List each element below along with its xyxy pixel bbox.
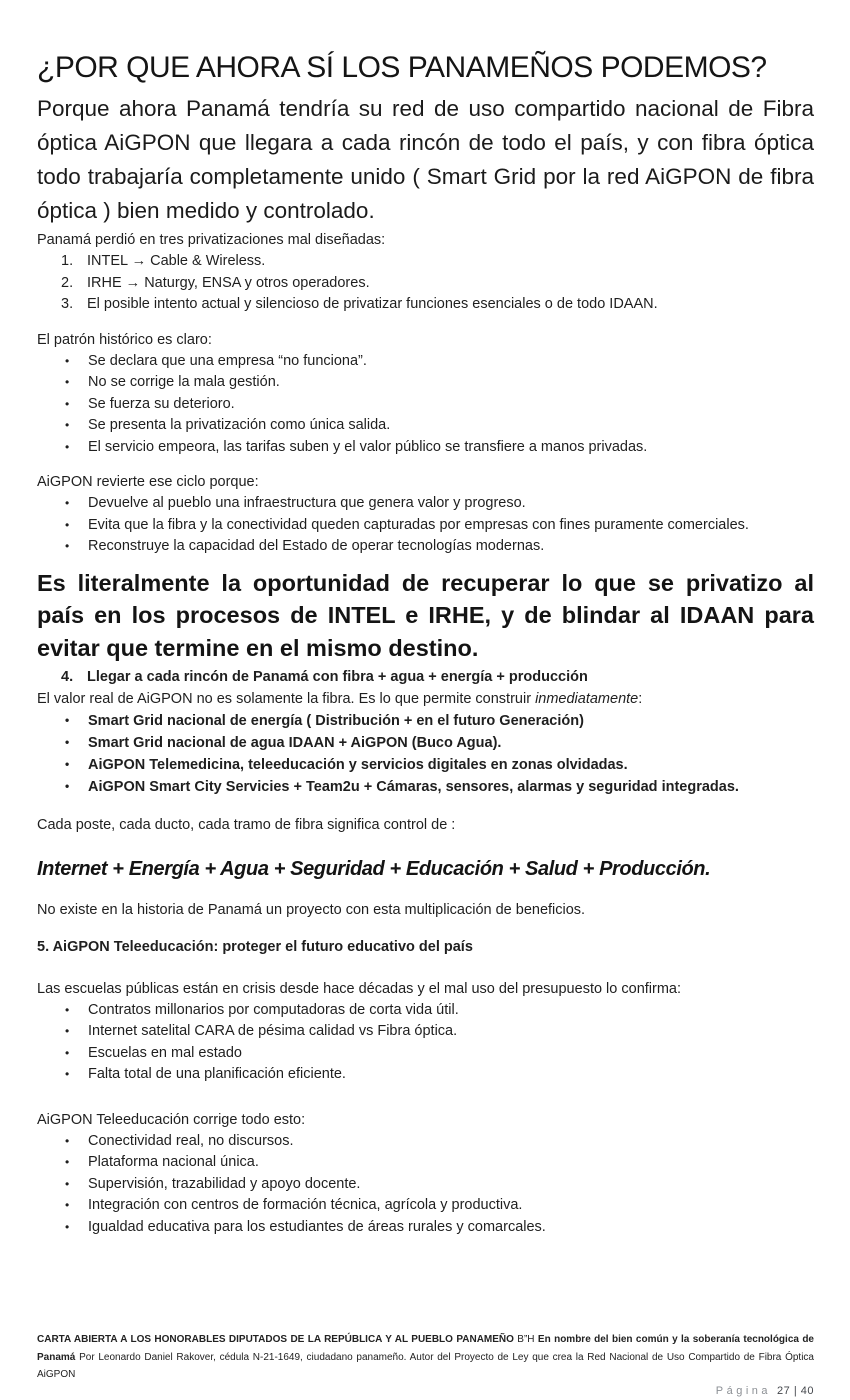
list-item-text: Devuelve al pueblo una infraestructura que genera valor y progreso. [88, 495, 526, 511]
footer-regular-1: B”H [513, 1334, 538, 1345]
list-item-text: Contratos millonarios por computadoras de corta vida útil. [88, 1001, 459, 1018]
list-item-text: Se declara que una empresa “no funciona”. [88, 352, 367, 369]
list-item [37, 536, 814, 558]
list-number: 4. [61, 669, 74, 685]
page-number-value: 27 | 40 [777, 1384, 814, 1397]
list-item-text: Llegar a cada rincón de Panamá con fibra + agua + energía + producción [87, 669, 588, 685]
bullet-marker: • [65, 418, 70, 432]
page-number-row [37, 1385, 814, 1397]
page-title: ¿POR QUE AHORA SÍ LOS PANAMEÑOS PODEMOS? [37, 51, 767, 84]
numbered-list-privatizaciones [37, 251, 814, 316]
list-item-text: El servicio empeora, las tarifas suben y el valor público se transfiere a manos privadas. [88, 438, 648, 455]
bullet-marker: • [65, 496, 70, 510]
list-item [37, 754, 814, 776]
footer-text [37, 1331, 814, 1384]
bullet-marker: • [65, 1176, 70, 1191]
page-footer [37, 1331, 814, 1397]
list-item [37, 415, 814, 437]
list-item [37, 1021, 814, 1043]
list-item-text: Integración con centros de formación técnica, agrícola y productiva. [88, 1197, 523, 1213]
paragraph-patron: El patrón histórico es claro: [37, 331, 212, 348]
list-item [37, 372, 814, 394]
bullet-marker: • [65, 396, 70, 411]
bullet-marker: • [65, 734, 70, 749]
paragraph-valor-italic: inmediatamente [535, 690, 639, 707]
list-item [37, 493, 814, 515]
footer-bold-1: CARTA ABIERTA A LOS HONORABLES DIPUTADOS DE LA REPÚBLICA Y AL PUEBLO PANAMEÑO [37, 1334, 514, 1345]
bullet-marker: • [65, 517, 70, 532]
list-item [37, 437, 814, 459]
list-item-text: INTEL → Cable & Wireless. [87, 253, 266, 269]
list-item-text: Se fuerza su deterioro. [88, 395, 235, 412]
bullet-marker: • [65, 1024, 70, 1038]
bullet-marker: • [65, 375, 70, 389]
list-item-text: Plataforma nacional única. [88, 1154, 259, 1170]
list-item [37, 515, 814, 537]
list-item-text: Reconstruye la capacidad del Estado de operar tecnologías modernas. [88, 538, 545, 554]
list-item-text: Smart Grid nacional de energía ( Distribución + en el futuro Generación) [88, 712, 584, 729]
heading-internet: Internet + Energía + Agua + Seguridad + Educación + Salud + Producción. [37, 857, 711, 880]
bullet-marker: • [65, 756, 70, 771]
list-item [37, 1174, 814, 1196]
paragraph-revierte: AiGPON revierte ese ciclo porque: [37, 474, 259, 490]
bullet-list-corrige [37, 1131, 814, 1239]
list-item [37, 1043, 814, 1065]
list-item-text: IRHE → Naturgy, ENSA y otros operadores. [87, 274, 370, 291]
bullet-marker: • [65, 1002, 70, 1017]
paragraph-valor-pre: El valor real de AiGPON no es solamente la fibra. Es lo que permite construir [37, 690, 536, 707]
bullet-marker: • [65, 1219, 70, 1234]
list-item-text: Conectividad real, no discursos. [88, 1132, 294, 1149]
list-item [37, 1152, 814, 1174]
list-item [37, 1064, 814, 1086]
bullet-marker: • [65, 1155, 70, 1169]
list-item-text: Se presenta la privatización como única salida. [88, 417, 391, 433]
list-item-text: Supervisión, trazabilidad y apoyo docente. [88, 1175, 361, 1192]
lead-paragraph: Porque ahora Panamá tendría su red de uso compartido nacional de Fibra óptica AiGPON que llegara a cada rincón de todo el país, y con fibra óptica todo trabajaría completamente unido ( Smart Grid por la red AiGPON de fibra óptica ) bien medido y controlado. [37, 96, 814, 223]
bullet-marker: • [65, 1133, 70, 1148]
bullet-marker: • [65, 1045, 70, 1060]
bullet-marker: • [65, 1067, 70, 1081]
list-item-text: Evita que la fibra y la conectividad queden capturadas por empresas con fines puramente comerciales. [88, 516, 749, 533]
list-item-text: El posible intento actual y silencioso de privatizar funciones esenciales o de todo IDAAN. [87, 296, 658, 312]
footer-bold-2: En nombre del bien común y la soberanía tecnológica de Panamá [37, 1334, 814, 1363]
bullet-list-revierte [37, 493, 814, 558]
paragraph-valor-post: : [638, 690, 643, 707]
paragraph-privatizaciones: Panamá perdió en tres privatizaciones mal diseñadas: [37, 232, 386, 248]
list-item-text: Igualdad educativa para los estudiantes de áreas rurales y comarcales. [88, 1218, 546, 1235]
paragraph-noexiste: No existe en la historia de Panamá un proyecto con esta multiplicación de beneficios. [37, 901, 586, 918]
bullet-marker: • [65, 778, 70, 793]
paragraph-poste: Cada poste, cada ducto, cada tramo de fibra significa control de : [37, 816, 456, 833]
list-item-text: No se corrige la mala gestión. [88, 374, 280, 390]
page-number-label: Página [715, 1384, 772, 1397]
list-item [37, 351, 814, 373]
list-item [37, 1131, 814, 1153]
list-item [37, 710, 814, 732]
list-item [37, 1195, 814, 1217]
footer-regular-2: Por Leonardo Daniel Rakover, cédula N-21-1649, ciudadano panameño. Autor del Proyecto de Ley que crea la Red Nacional de Uso Compartido de Fibra Óptica AiGPON [37, 1351, 814, 1380]
list-number: 3. [61, 296, 74, 312]
list-number: 2. [61, 274, 74, 291]
list-number: 1. [61, 253, 74, 269]
list-item-text: AiGPON Telemedicina, teleeducación y servicios digitales en zonas olvidadas. [88, 756, 628, 773]
list-item-text: Smart Grid nacional de agua IDAAN + AiGPON (Buco Agua). [88, 734, 502, 751]
paragraph-corrige: AiGPON Teleeducación corrige todo esto: [37, 1111, 306, 1128]
list-item [37, 251, 814, 273]
bullet-marker: • [65, 1198, 70, 1212]
list-item-text: AiGPON Smart City Servicies + Team2u + Cámaras, sensores, alarmas y seguridad integradas. [88, 778, 739, 795]
heading-teleeducacion: 5. AiGPON Teleeducación: proteger el futuro educativo del país [37, 938, 473, 955]
list-item-text: Falta total de una planificación eficiente. [88, 1066, 346, 1082]
bullet-list-patron [37, 351, 814, 459]
paragraph-valor [37, 689, 814, 710]
list-item [37, 776, 814, 798]
bullet-marker: • [65, 712, 70, 727]
list-item-text: Escuelas en mal estado [88, 1044, 242, 1061]
bullet-marker: • [65, 353, 70, 368]
bullet-list-smart [37, 710, 814, 798]
list-item [37, 732, 814, 754]
list-item [37, 294, 814, 316]
list-item [37, 1000, 814, 1022]
paragraph-escuelas: Las escuelas públicas están en crisis desde hace décadas y el mal uso del presupuesto lo confirma: [37, 980, 682, 997]
list-item [37, 394, 814, 416]
list-item [37, 273, 814, 295]
numbered-item-4 [37, 667, 814, 689]
bullet-list-crisis [37, 1000, 814, 1086]
list-item-text: Internet satelital CARA de pésima calidad vs Fibra óptica. [88, 1023, 458, 1039]
heading-oportunidad: Es literalmente la oportunidad de recuperar lo que se privatizo al país en los procesos de INTEL e IRHE, y de blindar al IDAAN para evitar que termine en el mismo destino. [37, 569, 814, 661]
bullet-marker: • [65, 539, 70, 553]
bullet-marker: • [65, 439, 70, 454]
list-item [37, 1217, 814, 1239]
